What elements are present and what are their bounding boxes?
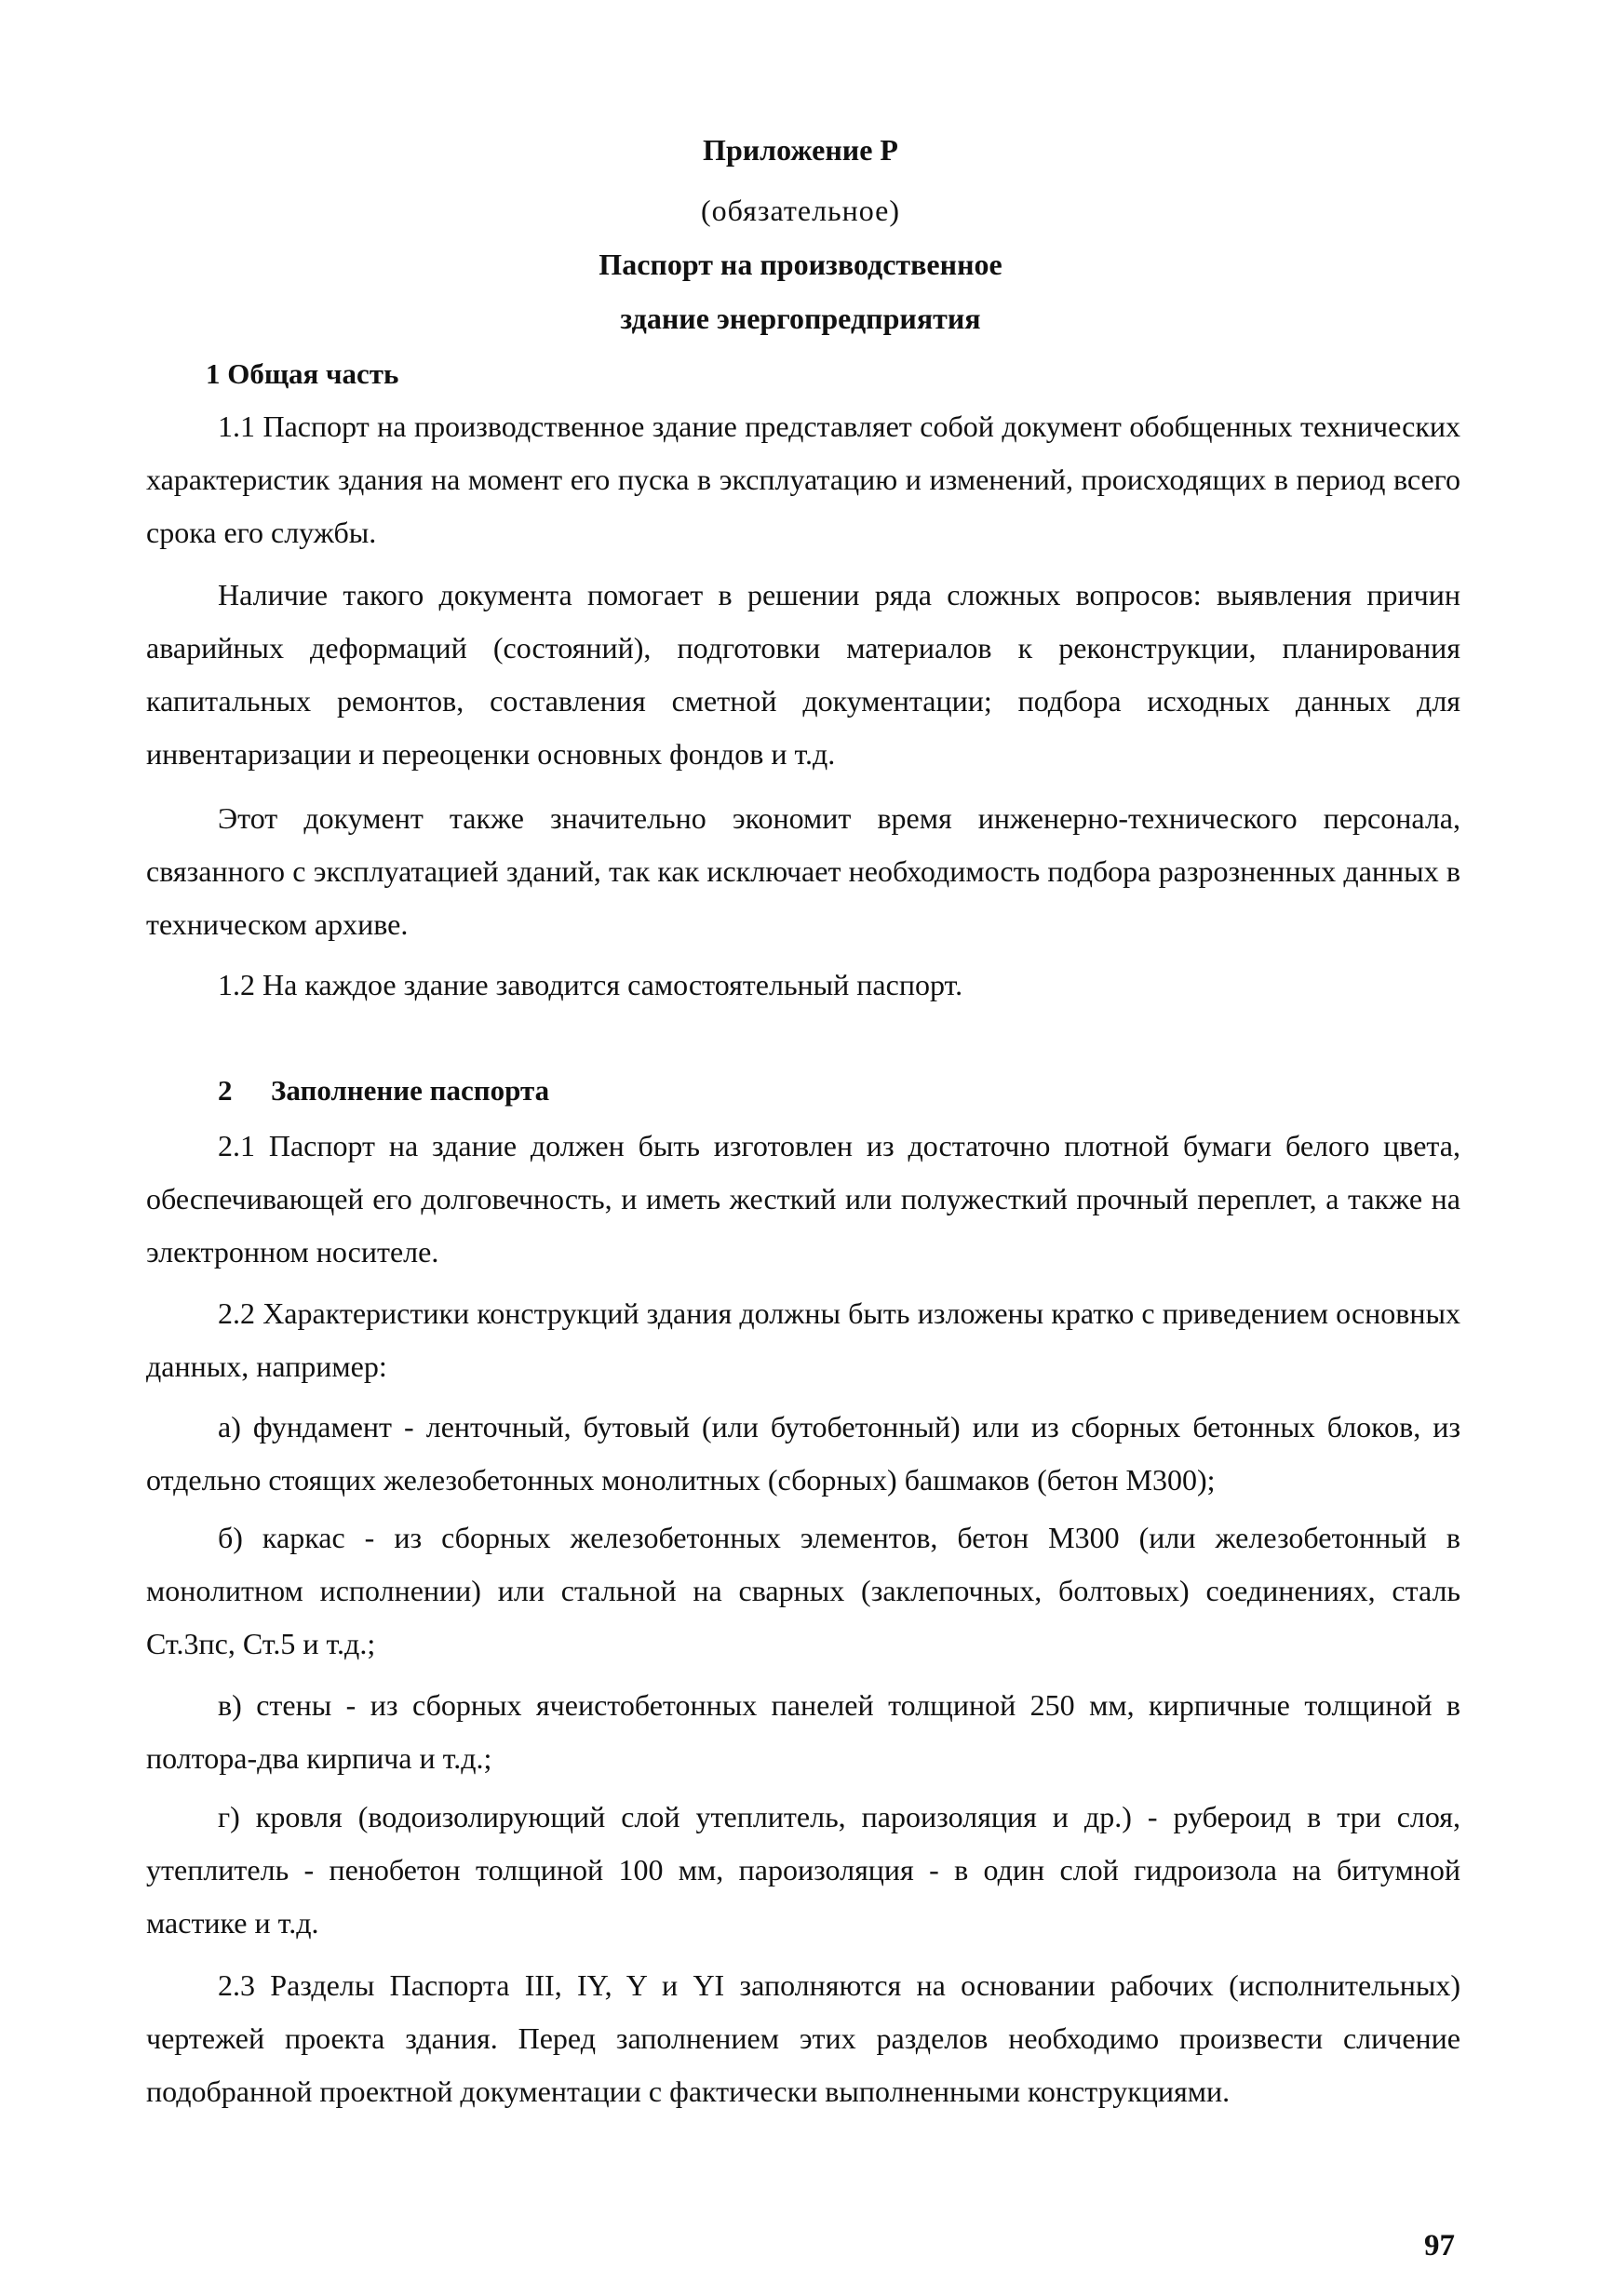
section-2-heading [218,1072,549,1109]
paragraph-2-2: 2.2 Характеристики конструкций здания должны быть изложены кратко с приведением основных данных, например: [146,1296,1460,1383]
document-title-line-2: здание энергопредприятия [620,302,981,335]
section-1-heading: 1 Общая часть [206,357,399,390]
paragraph-2-1: 2.1 Паспорт на здание должен быть изготовлен из достаточно плотной бумаги белого цвета, обеспечивающей его долговечность, и иметь жесткий или полужесткий прочный переплет, а также на электронном носителе. [146,1129,1460,1269]
paragraph-1-2: 1.2 На каждое здание заводится самостоятельный паспорт. [218,968,963,1001]
list-item-v: в) стены - из сборных ячеистобетонных панелей толщиной 250 мм, кирпичные толщиной в полтора-два кирпича и т.д.; [146,1688,1460,1775]
appendix-status: (обязательное) [701,194,900,227]
section-2-title: Заполнение паспорта [271,1074,550,1107]
list-item-a: а) фундамент - ленточный, бутовый (или бутобетонный) или из сборных бетонных блоков, из отдельно стоящих железобетонных монолитных (сборных) башмаков (бетон М300); [146,1410,1460,1497]
document-title-line-1: Паспорт на производственное [599,248,1002,281]
list-item-g: г) кровля (водоизолирующий слой утеплитель, пароизоляция и др.) - рубероид в три слоя, утеплитель - пенобетон толщиной 100 мм, пароизоляция - в один слой гидроизола на битумной мастике и т.д. [146,1800,1460,1940]
paragraph-2-3: 2.3 Разделы Паспорта III, IY, Y и YI заполняются на основании рабочих (исполнительных) чертежей проекта здания. Перед заполнением этих разделов необходимо произвести сличение подобранной проектной документации с фактически выполненными конструкциями. [146,1968,1460,2108]
paragraph-nalichie: Наличие такого документа помогает в решении ряда сложных вопросов: выявления причин аварийных деформаций (состояний), подготовки материалов к реконструкции, планирования капитальных ремонтов, составления сметной документации; подбора исходных данных для инвентаризации и переоценки основных фондов и т.д. [146,578,1460,771]
page-number: 97 [1424,2229,1455,2262]
appendix-title: Приложение Р [703,133,898,167]
list-item-b: б) каркас - из сборных железобетонных элементов, бетон М300 (или железобетонный в монолитном исполнении) или стальной на сварных (заклепочных, болтовых) соединениях, сталь Ст.3пс, Ст.5 и т.д.; [146,1521,1460,1660]
section-2-number: 2 [218,1074,233,1107]
paragraph-1-1: 1.1 Паспорт на производственное здание представляет собой документ обобщенных технических характеристик здания на момент его пуска в эксплуатацию и изменений, происходящих в период всего срока его службы. [146,410,1460,549]
paragraph-etot: Этот документ также значительно экономит время инженерно-технического персонала, связанного с эксплуатацией зданий, так как исключает необходимость подбора разрозненных данных в техническом архиве. [146,801,1460,941]
